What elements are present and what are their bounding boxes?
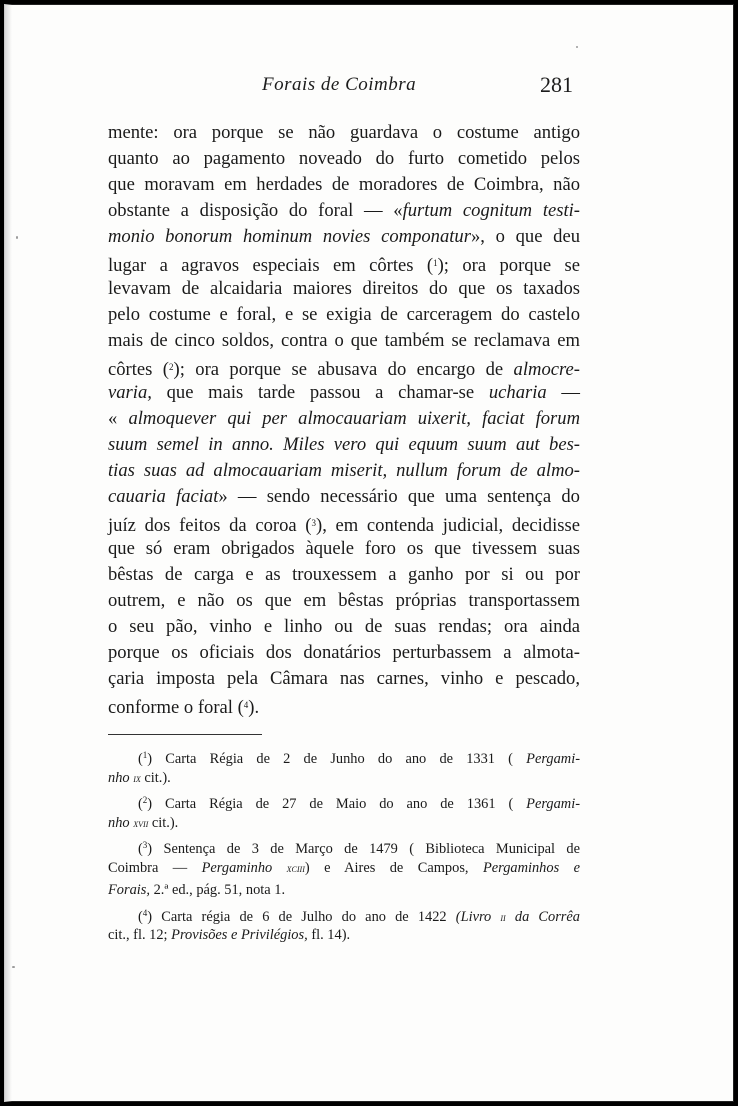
text-line: çaria imposta pela Câmara nas carnes, vinho e pescado,	[108, 668, 580, 689]
text-line: lugar a agravos especiais em côrtes ($^1$); ora porque se	[108, 255, 580, 276]
text-line: porque os oficiais dos donatários perturbassem a almota-	[108, 642, 580, 663]
text-line: tias suas ad almocauariam miserit, nullum forum de almo-	[108, 460, 580, 481]
running-header	[4, 74, 734, 104]
footnote-2: ($^2$) Carta Régia de 27 de Maio do ano de 1361 ( Pergami-	[138, 795, 580, 812]
text-line: conforme o foral ($^4$).	[108, 697, 260, 718]
scan-speck	[12, 966, 15, 968]
footnote-1: ($^1$) Carta Régia de 2 de Junho do ano de 1331 ( Pergami-	[138, 750, 580, 767]
scan-speck	[576, 46, 578, 48]
text-line: « almoquever qui per almocauariam uixerit, faciat forum	[108, 408, 580, 429]
text-line: cauaria faciat» — sendo necessário que uma sentença do	[108, 486, 580, 507]
text-line: obstante a disposição do foral — «furtum cognitum testi-	[108, 200, 580, 221]
running-title: Forais de Coimbra	[262, 74, 417, 95]
text-line: que só eram obrigados àquele foro os que tivessem suas	[108, 538, 580, 559]
text-line: pelo costume e foral, e se exigia de carceragem do castelo	[108, 304, 580, 325]
footnote-3: ($^3$) Sentença de 3 de Março de 1479 ( Biblioteca Municipal de	[138, 840, 580, 857]
text-line: quanto ao pagamento noveado do furto cometido pelos	[108, 148, 580, 169]
text-line: suum semel in anno. Miles vero qui equum suum aut bes-	[108, 434, 580, 455]
footnote-ref: 1	[433, 258, 438, 268]
footnote-ref: 2	[169, 362, 174, 372]
footnote-ref: 3	[311, 518, 316, 528]
footnote-4: ($^4$) Carta régia de 6 de Julho do ano de 1422 (Livro ii da Corrêa	[138, 907, 580, 925]
text-line: o seu pão, vinho e linho ou de suas rendas; ora ainda	[108, 616, 580, 637]
main-text	[108, 120, 580, 718]
footnote-1-cont: nho ix cit.).	[108, 769, 171, 786]
text-line: mente: ora porque se não guardava o costume antigo	[108, 122, 580, 143]
text-line: mais de cinco soldos, contra o que também se reclamava em	[108, 330, 580, 351]
text-line: bêstas de carga e as trouxessem a ganho por si ou por	[108, 564, 580, 585]
footnotes	[108, 744, 580, 947]
text-line: côrtes ($^2$); ora porque se abusava do encargo de almocre-	[108, 359, 580, 380]
page-number: 281	[540, 72, 573, 97]
text-line: monio bonorum hominum novies componatur», o que deu	[108, 226, 580, 247]
footnote-4-cont: cit., fl. 12; Provisões e Privilégios, fl. 14).	[108, 927, 351, 943]
footnote-divider	[108, 734, 262, 735]
footnote-3-cont: Coimbra — Pergaminho xciii) e Aires de Campos, Pergaminhos e	[108, 859, 580, 876]
document-page	[4, 4, 734, 1102]
scan-speck	[16, 236, 18, 239]
text-line: outrem, e não os que em bêstas próprias transportassem	[108, 590, 580, 611]
footnote-2-cont: nho xvii cit.).	[108, 814, 179, 831]
text-line: levavam de alcaidaria maiores direitos do que os taxados	[108, 278, 580, 299]
footnote-3-cont2: Forais, 2.ª ed., pág. 51, nota 1.	[108, 882, 286, 898]
scan-edge-shadow	[4, 4, 12, 1102]
text-line: varia, que mais tarde passou a chamar-se ucharia —	[108, 382, 580, 403]
text-line: que moravam em herdades de moradores de Coimbra, não	[108, 174, 580, 195]
text-line: juíz dos feitos da coroa ($^3$), em contenda judicial, decidisse	[108, 515, 580, 536]
footnote-ref: 4	[243, 700, 249, 710]
